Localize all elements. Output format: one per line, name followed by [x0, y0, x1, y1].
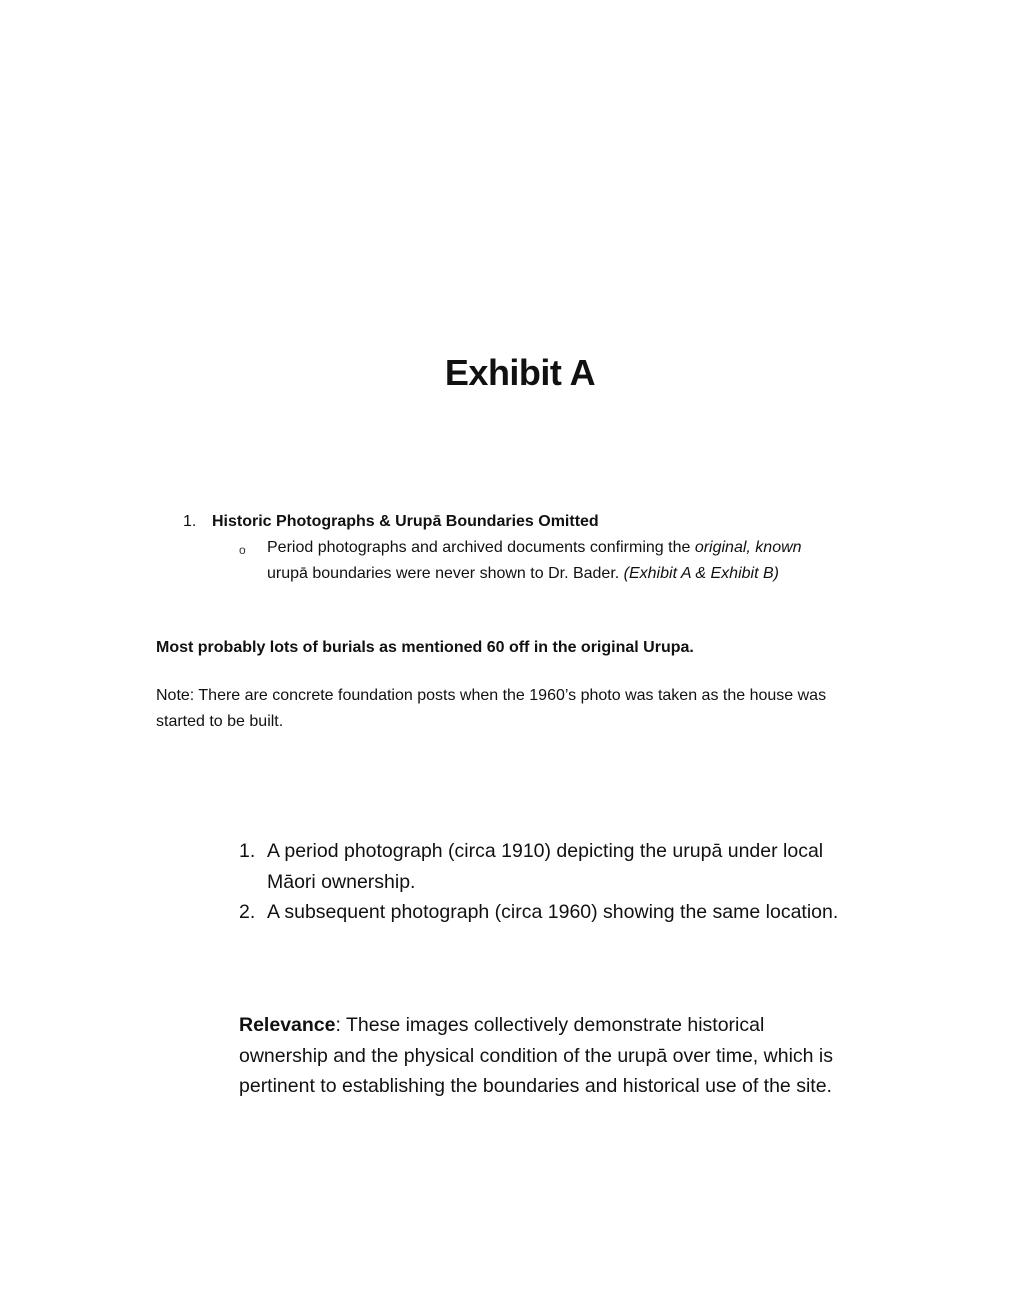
bullet-text-italic-2: (Exhibit A & Exhibit B) — [623, 565, 779, 582]
note-paragraph: Note: There are concrete foundation posts when the 1960’s photo was taken as the house was started to be built. — [156, 687, 827, 730]
page-title: Exhibit A — [444, 352, 596, 393]
list-item — [239, 836, 839, 897]
relevance-paragraph — [239, 1010, 839, 1102]
list-item-number: 1. — [239, 840, 256, 862]
list-item-text: A period photograph (circa 1910) depicting the urupā under local Māori ownership. — [267, 840, 824, 893]
list-item-number: 2. — [239, 901, 256, 923]
list-item-text: A subsequent photograph (circa 1960) showing the same location. — [267, 901, 839, 923]
section-heading: Historic Photographs & Urupā Boundaries Omitted — [212, 513, 599, 530]
photo-list — [239, 836, 839, 928]
list-item — [239, 897, 839, 928]
bullet-marker: o — [239, 543, 246, 557]
bullet-text-italic-1: original, known — [694, 539, 802, 556]
relevance-text: : These images collectively demonstrate historical ownership and the physical condition of the urupā over time, which is pertinent to establishing the boundaries and historical use of the site. — [239, 1014, 833, 1097]
bullet-text-2: urupā boundaries were never shown to Dr. Bader. — [267, 565, 624, 582]
bullet-text-1: Period photographs and archived documents confirming the — [267, 539, 695, 556]
burials-statement: Most probably lots of burials as mentioned 60 off in the original Urupa. — [156, 639, 694, 656]
section-number: 1. — [183, 513, 197, 530]
relevance-label: Relevance — [239, 1014, 336, 1036]
bullet-paragraph — [267, 535, 837, 587]
